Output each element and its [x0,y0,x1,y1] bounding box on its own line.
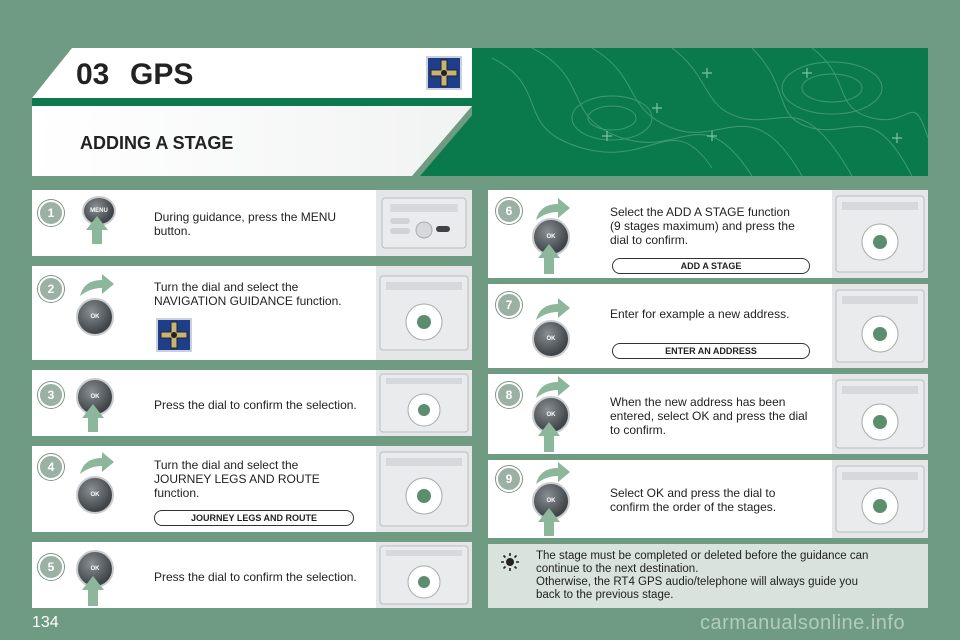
step-number-5: 5 [38,554,64,580]
radio-thumbnail [376,266,472,360]
dial-ok-icon: OK [532,482,570,520]
step-4-line-2: JOURNEY LEGS AND ROUTE [154,472,320,486]
sun-icon [500,552,520,572]
step-number-3: 3 [38,382,64,408]
dial-ok-icon: OK [76,298,114,336]
step-4-line-1: Turn the dial and select the [154,458,299,472]
step-6-line-3: dial to confirm. [610,233,689,247]
radio-thumbnail [832,374,928,454]
press-arrow-icon [538,508,560,522]
dial-ok-icon: OK [76,378,114,416]
watermark: carmanualsonline.info [700,612,906,634]
step-number-7: 7 [496,292,522,318]
note-line-1: The stage must be completed or deleted before the guidance can [536,550,869,562]
turn-arrow-icon [76,272,116,300]
radio-thumbnail [376,370,472,436]
note-line-3: Otherwise, the RT4 GPS audio/telephone will always guide you [536,576,858,588]
step-number-8: 8 [496,382,522,408]
radio-thumbnail [376,446,472,532]
note-box [488,544,928,608]
menu-label-journey-legs: JOURNEY LEGS AND ROUTE [154,510,354,526]
step-number-6: 6 [496,198,522,224]
radio-thumbnail [832,190,928,278]
step-9-line-2: confirm the order of the stages. [610,500,777,514]
dial-ok-icon: OK [532,320,570,358]
step-2-line-2: NAVIGATION GUIDANCE function. [154,294,342,308]
map-decoration [472,48,928,176]
header-divider [32,98,472,106]
step-8-line-2: entered, select OK and press the dial [610,409,808,423]
press-arrow-icon [538,244,560,258]
dial-ok-icon: OK [76,476,114,514]
step-6-line-1: Select the ADD A STAGE function [610,205,790,219]
step-5-line-1: Press the dial to confirm the selection. [154,570,357,584]
chapter-number: 03 [76,58,110,91]
turn-arrow-icon [76,450,116,478]
note-line-4: back to the previous stage. [536,589,674,601]
radio-thumbnail [832,460,928,538]
note-line-2: continue to the next destination. [536,563,699,575]
press-arrow-icon [82,404,104,418]
step-7-line-1: Enter for example a new address. [610,307,790,321]
step-6-line-2: (9 stages maximum) and press the [610,219,795,233]
step-1-line-1: During guidance, press the MENU [154,210,337,224]
dial-ok-icon: OK [532,218,570,256]
step-1-line-2: button. [154,224,191,238]
step-number-2: 2 [38,276,64,302]
step-number-9: 9 [496,466,522,492]
gps-crossroad-icon [156,318,192,352]
step-number-1: 1 [38,200,64,226]
step-3-line-1: Press the dial to confirm the selection. [154,398,357,412]
step-8-line-1: When the new address has been [610,395,786,409]
chapter-title: GPS [130,58,194,91]
step-2-line-1: Turn the dial and select the [154,280,299,294]
step-4-line-3: function. [154,486,200,500]
section-title: ADDING A STAGE [80,133,234,153]
step-number-4: 4 [38,454,64,480]
step-9-line-1: Select OK and press the dial to [610,486,776,500]
gps-crossroad-icon [426,56,462,90]
menu-button-icon: MENU [82,196,116,226]
press-arrow-icon [538,422,560,436]
press-arrow-icon [86,216,108,230]
menu-label-add-stage: ADD A STAGE [612,258,810,274]
step-8-line-3: to confirm. [610,423,667,437]
dial-ok-icon: OK [532,396,570,434]
radio-thumbnail [832,284,928,368]
menu-label-enter-address: ENTER AN ADDRESS [612,343,810,359]
radio-thumbnail [376,190,472,256]
page-number: 134 [32,614,59,631]
radio-thumbnail [376,542,472,608]
press-arrow-icon [82,576,104,590]
dial-ok-icon: OK [76,550,114,588]
